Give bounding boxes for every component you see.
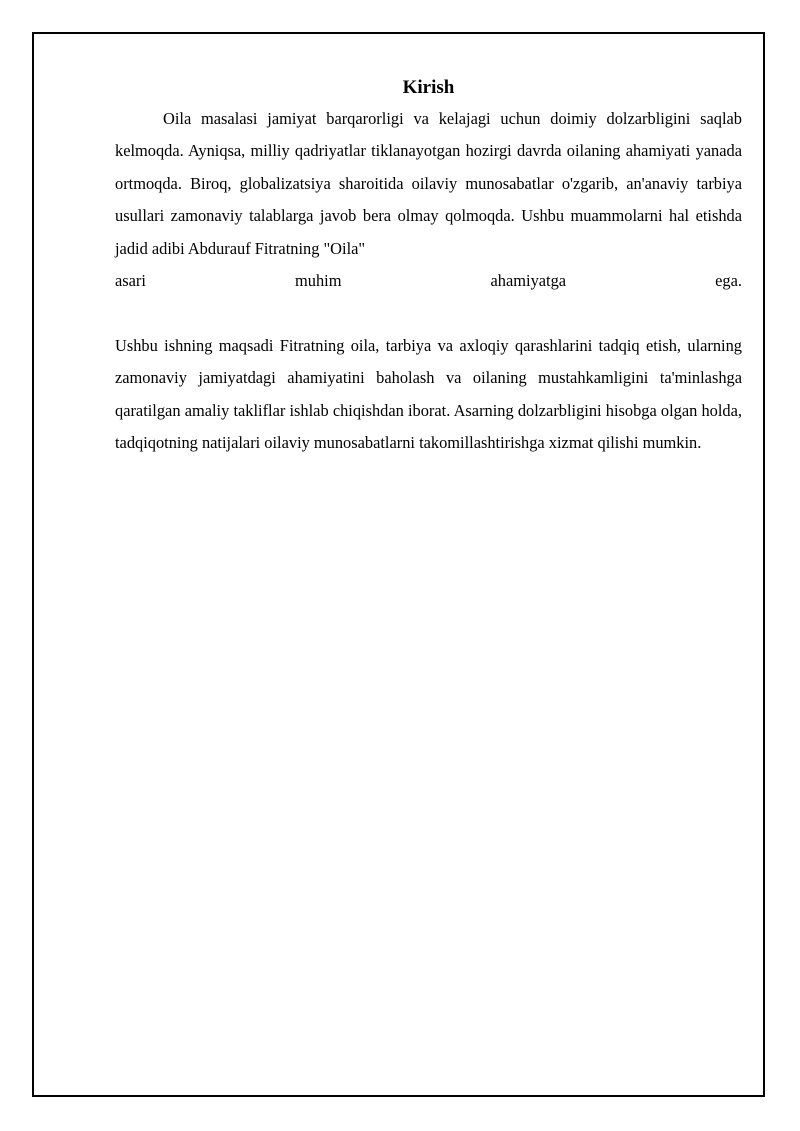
- word: ega.: [715, 271, 742, 291]
- word: asari: [115, 271, 146, 291]
- paragraph-intro: Oila masalasi jamiyat barqarorligi va kelajagi uchun doimiy dolzarbligini saqlab kelmoqda. Ayniqsa, milliy qadriyatlar tiklanayotgan hozirgi davrda oilaning ahamiyati yanada ortmoqda. Biroq, globalizatsiya sharoitida oilaviy munosabatlar o'zgarib, an'anaviy tarbiya usullari zamonaviy talablarga javob bera olmay qolmoqda. Ushbu muammolarni hal etishda jadid adibi Abdurauf Fitratning "Oila": [115, 109, 742, 258]
- word: ahamiyatga: [490, 271, 567, 291]
- paragraph-intro-last-line: [115, 265, 742, 297]
- word: muhim: [295, 271, 342, 291]
- document-title: Kirish: [402, 77, 455, 98]
- paragraph-spacer: [115, 297, 742, 329]
- paragraph-purpose: Ushbu ishning maqsadi Fitratning oila, tarbiya va axloqiy qarashlarini tadqiq etish, ularning zamonaviy jamiyatdagi ahamiyatini baholash va oilaning mustahkamligini ta'minlashga qaratilgan amaliy takliflar ishlab chiqishdan iborat. Asarning dolzarbligini hisobga olgan holda, tadqiqotning natijalari oilaviy munosabatlarni takomillashtirishga xizmat qilishi mumkin.: [115, 335, 742, 453]
- document-body: [115, 74, 742, 459]
